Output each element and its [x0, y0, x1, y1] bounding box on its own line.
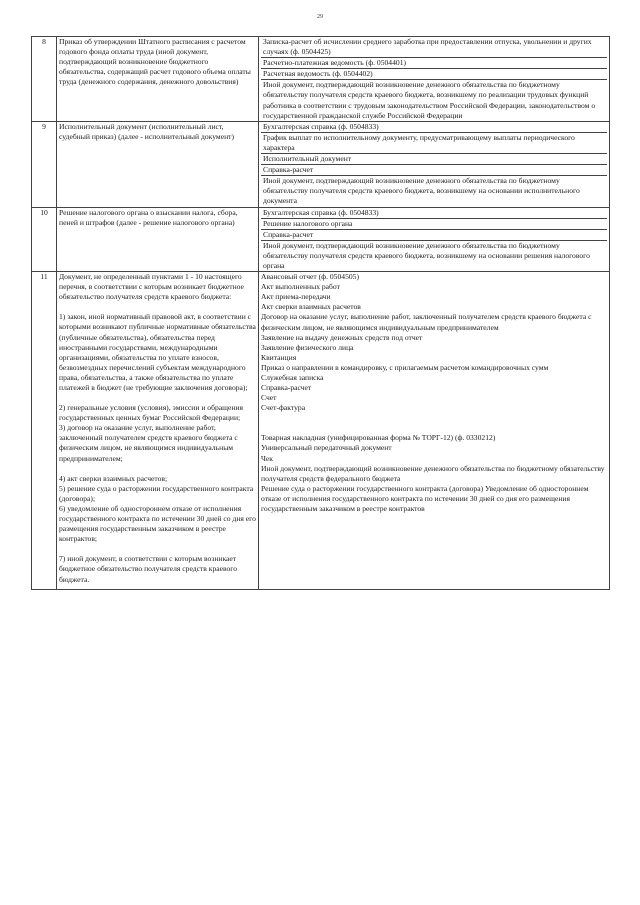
- form-item: Иной документ, подтверждающий возникновение денежного обязательства по бюджетному обязательству получателя средств краевого бюджета, возникшему по реализации трудовых функций работника в соответствии с трудовым законодательством Российской Федерации, законодательством о государственной гражданской службе Российской Федерации: [263, 80, 596, 120]
- form-item: Иной документ, подтверждающий возникновение денежного обязательства по бюджетному обязательству получателя средств краевого бюджета, возникшему на основании решения налогового органа: [263, 240, 590, 270]
- table-row-9: [32, 121, 610, 207]
- form-item: Чек: [261, 453, 273, 463]
- basis-document: [57, 272, 259, 590]
- form-item: Заявление физического лица: [261, 342, 354, 352]
- table-row-10: [32, 207, 610, 272]
- form-item: Решение суда о расторжении государственного контракта (договора) Уведомление об одностороннем отказе от исполнения государственного контракта по истечении 30 дней со дня его размещения государственным заказчиком в реестре контрактов: [261, 483, 589, 514]
- basis-paragraph: 1) закон, иной нормативный правовой акт, в соответствии с которыми возникают публичные нормативные обязательства (публичные обязательства), обязательства перед иностранными государствами, международными организациями, обязательства по уплате взносов, безвозмездных перечислений субъектам международного права, обязательства, а также обязательства по уплате платежей в бюджет (не требующие заключения договора);: [59, 312, 256, 392]
- confirming-documents: [259, 121, 610, 207]
- form-item: Акт сверки взаимных расчетов: [261, 302, 361, 312]
- form-item: Бухгалтерская справка (ф. 0504833): [261, 122, 607, 133]
- confirming-documents: [259, 207, 610, 272]
- document-list-table: [31, 36, 610, 590]
- form-item: Иной документ, подтверждающий возникновение денежного обязательства по бюджетному обязательству получателя средств федерального бюджета: [261, 463, 605, 483]
- form-item: Решение налогового органа: [261, 219, 607, 230]
- form-item: Счет-фактура: [261, 403, 306, 413]
- basis-document: Решение налогового органа о взыскании налога, сбора, пеней и штрафов (далее - решение налогового органа): [57, 207, 259, 272]
- form-item: Авансовый отчет (ф. 0504505): [261, 272, 359, 282]
- form-item: Приказ о направлении в командировку, с прилагаемым расчетом командировочных сумм: [261, 362, 549, 372]
- form-item: Справка-расчет: [261, 230, 607, 241]
- form-item: Заявление на выдачу денежных средств под отчет: [261, 332, 423, 342]
- basis-paragraph: 5) решение суда о расторжении государственного контракта (договора);: [59, 483, 254, 503]
- row-number: 10: [32, 207, 57, 272]
- form-item: Справка-расчет: [261, 165, 607, 176]
- basis-paragraph: 6) уведомление об одностороннем отказе от исполнения государственного контракта по истечении 30 дней со дня его размещения государственным заказчиком в реестре контрактов;: [59, 503, 256, 544]
- basis-paragraph: 7) иной документ, в соответствии с которым возникает бюджетное обязательство получателя средств краевого бюджета.: [59, 554, 238, 584]
- form-item: Бухгалтерская справка (ф. 0504833): [261, 208, 607, 219]
- basis-paragraph: Документ, не определенный пунктами 1 - 10 настоящего перечня, в соответствии с которым возникает бюджетное обязательство получателя средств краевого бюджета:: [59, 272, 244, 302]
- basis-paragraph: 4) акт сверки взаимных расчетов;: [59, 473, 168, 483]
- row-number: 8: [32, 37, 57, 122]
- form-item: Квитанция: [261, 352, 297, 362]
- form-item: Расчетная ведомость (ф. 0504402): [261, 69, 607, 80]
- table-row-11: [32, 272, 610, 590]
- form-item: Товарная накладная (унифицированная форма № ТОРГ-12) (ф. 0330212): [261, 433, 496, 443]
- form-item: Исполнительный документ: [261, 154, 607, 165]
- row-number: 11: [32, 272, 57, 590]
- form-item: Договор на оказание услуг, выполнение работ, заключенный получателем средств краевого бюджета с физическим лицом, не являющимся индивидуальным предпринимателем: [261, 312, 592, 332]
- form-item: График выплат по исполнительному документу, предусматривающему выплаты периодического характера: [261, 133, 607, 154]
- basis-document: Приказ об утверждении Штатного расписания с расчетом годового фонда оплаты труда (иной документ, подтверждающий возникновение бюджетного обязательства, содержащий расчет годового объема оплаты труда (денежного содержания, денежного довольствия): [57, 37, 259, 122]
- confirming-documents: [259, 37, 610, 122]
- row-number: 9: [32, 121, 57, 207]
- form-item: Справка-расчет: [261, 383, 312, 393]
- form-item: Записка-расчет об исчислении среднего заработка при предоставлении отпуска, увольнении и других случаях (ф. 0504425): [261, 37, 607, 58]
- form-item: Иной документ, подтверждающий возникновение денежного обязательства по бюджетному обязательству получателя средств краевого бюджета, возникшему на основании исполнительного документа: [263, 176, 580, 206]
- page-number: 29: [317, 14, 323, 20]
- form-item: Универсальный передаточный документ: [261, 443, 392, 453]
- basis-document: Исполнительный документ (исполнительный лист, судебный приказ) (далее - исполнительный документ): [57, 121, 259, 207]
- confirming-documents: [259, 272, 610, 590]
- basis-paragraph: 3) договор на оказание услуг, выполнение работ, заключенный получателем средств краевого бюджета с физическим лицом, не являющимся индивидуальным предпринимателем;: [59, 423, 238, 463]
- form-item: Акт выполненных работ: [261, 282, 340, 292]
- form-item: Служебная записка: [261, 373, 324, 382]
- basis-paragraph: 2) генеральные условия (условия), эмиссии и обращения государственных ценных бумаг Российской Федерации;: [59, 403, 243, 423]
- form-item: Расчетно-платежная ведомость (ф. 0504401): [261, 58, 607, 69]
- form-item: Счет: [261, 393, 277, 403]
- form-item: Акт приема-передачи: [261, 292, 331, 302]
- table-row-8: [32, 37, 610, 122]
